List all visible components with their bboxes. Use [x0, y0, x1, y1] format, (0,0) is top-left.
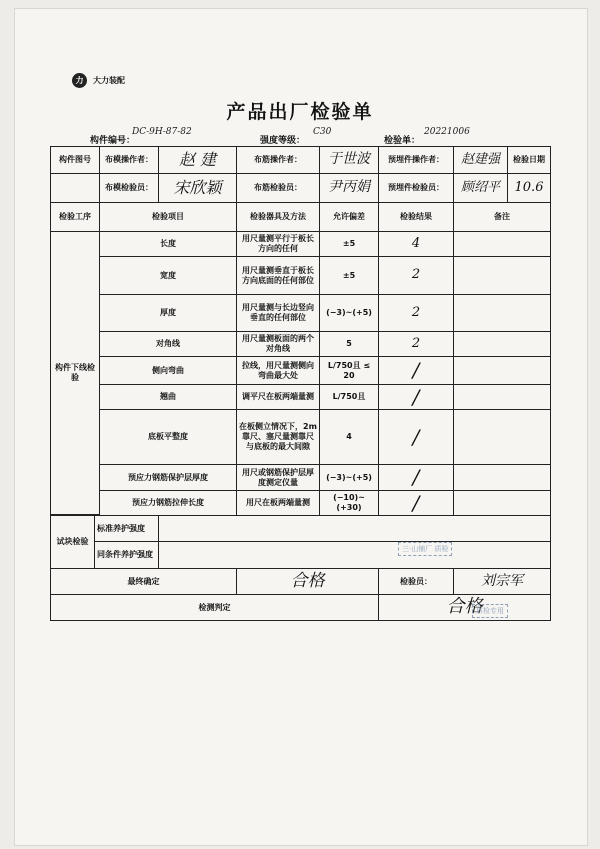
row-result: 2	[378, 331, 454, 357]
col-remark: 备注	[453, 202, 551, 232]
inspection-date-label: 检验日期	[507, 146, 551, 174]
row-item: 翘曲	[99, 384, 237, 410]
strength-label: 强度等级：	[260, 136, 306, 146]
rebar-operator-label: 布筋操作者：	[236, 146, 320, 174]
col-method: 检验器具及方法	[236, 202, 320, 232]
row-tolerance: (−3)~(+5)	[319, 464, 379, 491]
row-remark	[453, 464, 551, 491]
row-remark	[453, 409, 551, 465]
inspection-date-value: 10.6	[507, 173, 551, 203]
row-item: 预应力钢筋拉伸长度	[99, 490, 237, 516]
row-result: /	[378, 356, 454, 385]
document-title: 产品出厂检验单	[226, 101, 374, 123]
row-method: 在板侧立情况下，2m靠尺、塞尺量测靠尺与底板的最大间隙	[236, 409, 320, 465]
final-inspector-label: 检验员：	[378, 568, 454, 595]
standard-curing-label: 标准养护强度	[94, 515, 159, 542]
embed-operator-label: 预埋件操作者：	[378, 146, 454, 174]
row-tolerance: (−10)~(+30)	[319, 490, 379, 516]
row-remark	[453, 256, 551, 295]
row-remark	[453, 331, 551, 357]
row-tolerance: L/750且 ≤ 20	[319, 356, 379, 385]
rebar-inspector-value: 尹丙娟	[319, 173, 379, 203]
mold-inspector-label: 布模检验员：	[99, 173, 159, 203]
judgement-label: 检测判定	[50, 594, 379, 621]
row-method: 拉线，用尺量测侧向弯曲最大处	[236, 356, 320, 385]
embed-inspector-value: 顾绍平	[453, 173, 508, 203]
final-inspector-value: 刘宗军	[453, 568, 551, 595]
row-result: 2	[378, 256, 454, 295]
mold-operator-value: 赵 建	[158, 146, 237, 174]
row-tolerance: 4	[319, 409, 379, 465]
inspection-no-value: 20221006	[424, 127, 470, 137]
row-result: 2	[378, 294, 454, 332]
inspection-no-label: 检验单：	[384, 136, 421, 146]
row-item: 厚度	[99, 294, 237, 332]
row-remark	[453, 384, 551, 410]
row-method: 用尺在板两端量测	[236, 490, 320, 516]
row-item: 对角线	[99, 331, 237, 357]
company-logo-text: 大力装配	[93, 76, 125, 85]
section-label: 构件下线检验	[50, 231, 100, 515]
row-result: /	[378, 409, 454, 465]
row-tolerance: 5	[319, 331, 379, 357]
row-tolerance: L/750且	[319, 384, 379, 410]
strength-value: C30	[313, 127, 332, 137]
row-tolerance: (−3)~(+5)	[319, 294, 379, 332]
quality-stamp: 质检专用	[472, 604, 508, 618]
row-result: /	[378, 464, 454, 491]
row-result: /	[378, 490, 454, 516]
rebar-inspector-label: 布筋检验员：	[236, 173, 320, 203]
same-condition-curing-label: 同条件养护强度	[94, 541, 159, 569]
col-process: 检验工序	[50, 202, 100, 232]
inspection-table	[50, 146, 551, 621]
row-method: 用尺量测垂直于板长方向底面的任何部位	[236, 256, 320, 295]
row-item: 底板平整度	[99, 409, 237, 465]
test-section-label: 试块检验	[50, 515, 95, 569]
row-remark	[453, 231, 551, 257]
row-item: 预应力钢筋保护层厚度	[99, 464, 237, 491]
row-result: /	[378, 384, 454, 410]
row-item: 长度	[99, 231, 237, 257]
component-no-label: 构件编号：	[90, 136, 136, 146]
row-item: 侧向弯曲	[99, 356, 237, 385]
mold-inspector-value: 宋欣颖	[158, 173, 237, 203]
mold-operator-label: 布模操作者：	[99, 146, 159, 174]
row-method: 用尺量测与长边竖向垂直的任何部位	[236, 294, 320, 332]
row-method: 用尺或钢筋保护层厚度测定仪量	[236, 464, 320, 491]
row-item: 宽度	[99, 256, 237, 295]
row-tolerance: ±5	[319, 256, 379, 295]
embed-operator-value: 赵建强	[453, 146, 508, 174]
component-drawing-label: 构件图号	[50, 146, 100, 174]
company-logo	[72, 73, 125, 88]
row-remark	[453, 356, 551, 385]
col-result: 检验结果	[378, 202, 454, 232]
row-result: 4	[378, 231, 454, 257]
final-value: 合格	[236, 568, 379, 595]
same-condition-curing-value	[158, 541, 551, 569]
standard-curing-value	[158, 515, 551, 542]
row-remark	[453, 490, 551, 516]
col-item: 检验项目	[99, 202, 237, 232]
component-no-value: DC-9H-87-82	[132, 127, 192, 137]
row-method: 用尺量测平行于板长方向的任何	[236, 231, 320, 257]
component-drawing-empty	[50, 173, 100, 203]
embed-inspector-label: 预埋件检验员：	[378, 173, 454, 203]
judgement-value: 合格	[378, 594, 551, 621]
row-tolerance: ±5	[319, 231, 379, 257]
rebar-operator-value: 于世波	[319, 146, 379, 174]
company-logo-mark: 力	[72, 73, 87, 88]
final-label: 最终确定	[50, 568, 237, 595]
inspection-stamp: 三·山铺厂 质检	[398, 542, 452, 556]
row-remark	[453, 294, 551, 332]
row-method: 用尺量测板面的两个对角线	[236, 331, 320, 357]
row-method: 调平尺在板两端量测	[236, 384, 320, 410]
col-tolerance: 允许偏差	[319, 202, 379, 232]
